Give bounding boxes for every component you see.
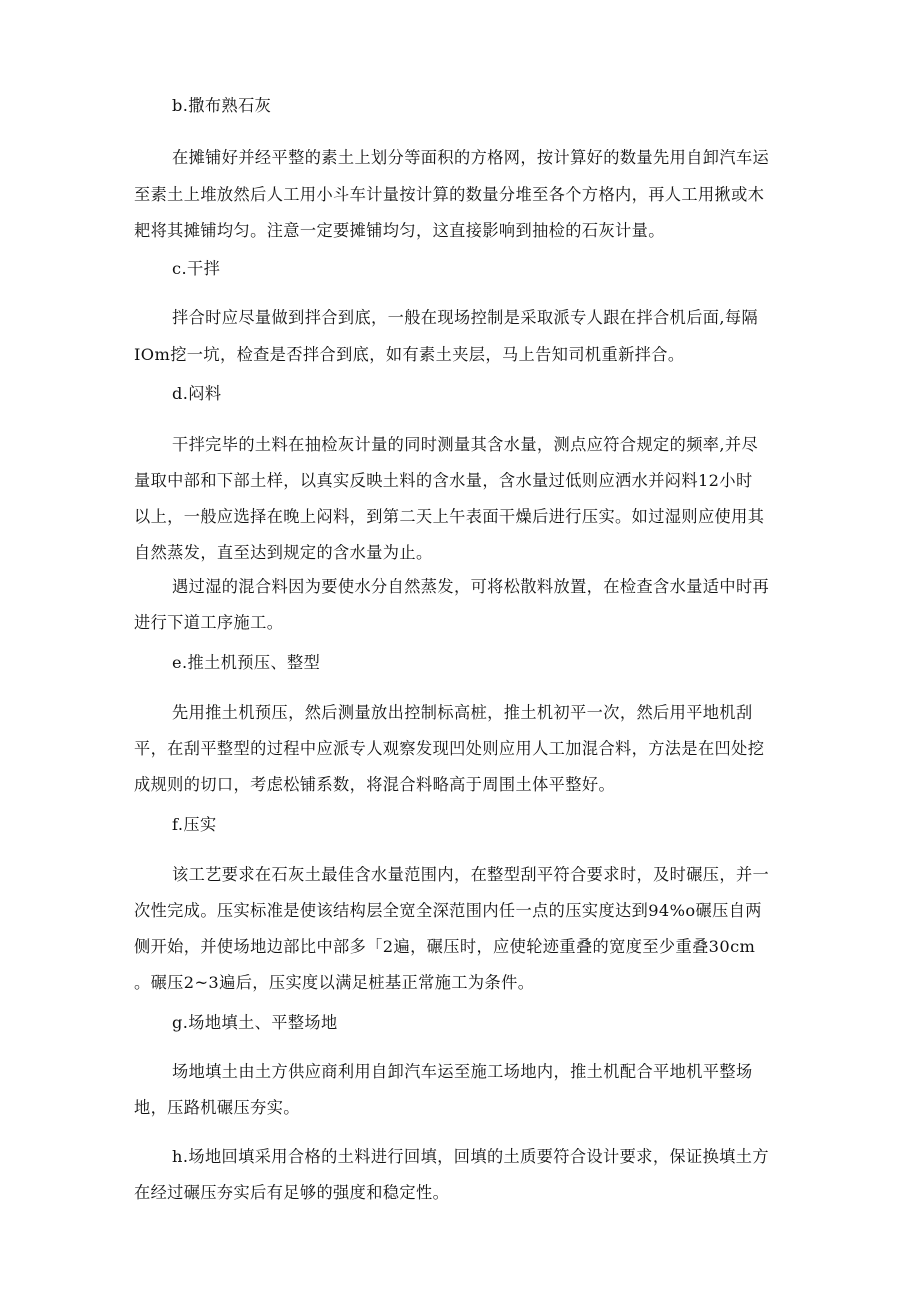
paragraph-line: 次性完成。压实标准是使该结构层全宽全深范围内任一点的压实度达到94%o碾压自两 bbox=[134, 901, 762, 920]
paragraph-line: 。碾压2~3遍后，压实度以满足桩基正常施工为条件。 bbox=[134, 973, 535, 992]
paragraph-line: 耙将其摊铺均匀。注意一定要摊铺均匀，这直接影响到抽检的石灰计量。 bbox=[134, 221, 665, 240]
heading-c: c.干拌 bbox=[172, 259, 221, 278]
paragraph-line: 平，在刮平整型的过程中应派专人观察发现凹处则应用人工加混合料，方法是在凹处挖 bbox=[134, 739, 765, 758]
paragraph-line: 拌合时应尽量做到拌合到底，一般在现场控制是采取派专人跟在拌合机后面,每隔 bbox=[172, 308, 759, 327]
heading-g: g.场地填土、平整场地 bbox=[172, 1013, 338, 1032]
paragraph-line: 在经过碾压夯实后有足够的强度和稳定性。 bbox=[134, 1183, 450, 1202]
paragraph-line: IOm挖一坑，检查是否拌合到底，如有素土夹层，马上告知司机重新拌合。 bbox=[134, 345, 685, 364]
heading-d: d.闷料 bbox=[172, 384, 222, 403]
heading-e: e.推土机预压、整型 bbox=[172, 653, 321, 672]
paragraph-line: 先用推土机预压，然后测量放出控制标高桩，推土机初平一次，然后用平地机刮 bbox=[172, 703, 753, 722]
paragraph-line: 自然蒸发，直至达到规定的含水量为止。 bbox=[134, 543, 433, 562]
paragraph-line: 进行下道工序施工。 bbox=[134, 613, 284, 632]
paragraph-line: 干拌完毕的土料在抽检灰计量的同时测量其含水量，测点应符合规定的频率,并尽 bbox=[172, 435, 759, 454]
paragraph-line: 该工艺要求在石灰土最佳含水量范围内，在整型刮平符合要求时，及时碾压，并一 bbox=[172, 865, 770, 884]
heading-b: b.撒布熟石灰 bbox=[172, 96, 272, 115]
paragraph-line: 至素土上堆放然后人工用小斗车计量按计算的数量分堆至各个方格内，再人工用揪或木 bbox=[134, 185, 765, 204]
paragraph-line: 以上，一般应选择在晚上闷料，到第二天上午表面干燥后进行压实。如过湿则应使用其 bbox=[134, 507, 765, 526]
paragraph-line: 成规则的切口，考虑松铺系数，将混合料略高于周围土体平整好。 bbox=[134, 775, 616, 794]
paragraph-line: 遇过湿的混合料因为要使水分自然蒸发，可将松散料放置，在检查含水量适中时再 bbox=[172, 577, 770, 596]
paragraph-line: 地，压路机碾压夯实。 bbox=[134, 1098, 300, 1117]
paragraph-line: 量取中部和下部土样，以真实反映土料的含水量，含水量过低则应洒水并闷料12小时 bbox=[134, 471, 753, 490]
paragraph-line: 侧开始，并使场地边部比中部多「2遍，碾压时，应使轮迹重叠的宽度至少重叠30cm bbox=[134, 937, 756, 956]
heading-f: f.压实 bbox=[172, 815, 217, 834]
paragraph-line: h.场地回填采用合格的土料进行回填，回填的土质要符合设计要求，保证换填土方 bbox=[172, 1147, 769, 1166]
paragraph-line: 场地填土由土方供应商利用自卸汽车运至施工场地内，推土机配合平地机平整场 bbox=[172, 1062, 753, 1081]
paragraph-line: 在摊铺好并经平整的素土上划分等面积的方格网，按计算好的数量先用自卸汽车运 bbox=[172, 148, 770, 167]
